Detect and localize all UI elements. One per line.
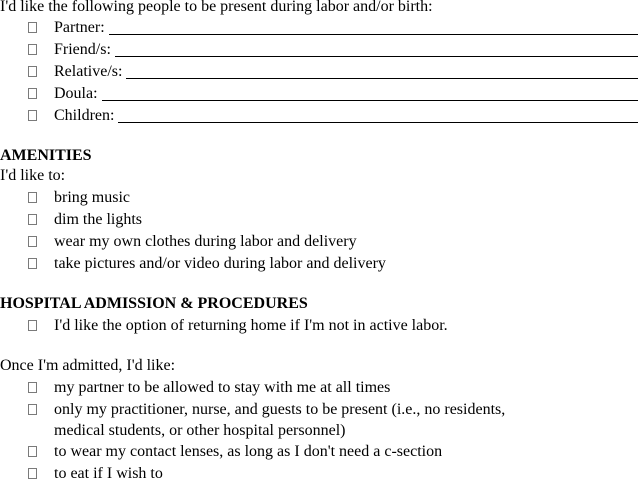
amenities-intro: I'd like to: [0, 167, 66, 184]
partner-stay-label: my partner to be allowed to stay with me at all times [54, 379, 391, 396]
children-checkbox[interactable] [28, 110, 37, 121]
hospital-heading: HOSPITAL ADMISSION & PROCEDURES [0, 295, 308, 312]
relatives-checkbox[interactable] [28, 66, 37, 77]
admitted-item [0, 379, 640, 397]
presence-intro: I'd like the following people to be present during labor and/or birth: [0, 0, 433, 15]
amenity-lights-checkbox[interactable] [28, 214, 37, 225]
eat-checkbox[interactable] [28, 468, 37, 479]
eat-label: to eat if I wish to [54, 465, 163, 482]
person-friends-row [0, 41, 640, 59]
amenity-pictures-label: take pictures and/or video during labor and delivery [54, 255, 386, 272]
return-home-label: I'd like the option of returning home if I'm not in active labor. [54, 317, 448, 334]
admitted-item [0, 401, 640, 441]
partner-checkbox[interactable] [28, 22, 37, 33]
doula-blank-line[interactable] [102, 99, 638, 101]
friends-blank-line[interactable] [115, 55, 638, 57]
admitted-item [0, 465, 640, 483]
children-blank-line[interactable] [118, 121, 638, 123]
limited-personnel-label-line1: only my practitioner, nurse, and guests to be present (i.e., no residents, [54, 401, 506, 418]
friends-checkbox[interactable] [28, 44, 37, 55]
person-partner-row [0, 19, 640, 37]
amenity-item [0, 255, 640, 273]
person-doula-row [0, 85, 640, 103]
hospital-option-row [0, 317, 640, 335]
partner-label: Partner: [54, 19, 105, 36]
contact-lenses-checkbox[interactable] [28, 446, 37, 457]
relatives-blank-line[interactable] [126, 77, 638, 79]
amenity-clothes-label: wear my own clothes during labor and delivery [54, 233, 357, 250]
person-relatives-row [0, 63, 640, 81]
return-home-checkbox[interactable] [28, 320, 37, 331]
doula-label: Doula: [54, 85, 98, 102]
amenity-lights-label: dim the lights [54, 211, 142, 228]
amenity-pictures-checkbox[interactable] [28, 258, 37, 269]
amenity-clothes-checkbox[interactable] [28, 236, 37, 247]
admitted-item [0, 443, 640, 461]
limited-personnel-checkbox[interactable] [28, 404, 37, 415]
admitted-intro: Once I'm admitted, I'd like: [0, 357, 176, 374]
amenities-heading: AMENITIES [0, 147, 92, 164]
limited-personnel-label-line2: medical students, or other hospital personnel) [54, 422, 346, 439]
amenity-item [0, 233, 640, 251]
partner-blank-line[interactable] [109, 33, 638, 35]
relatives-label: Relative/s: [54, 63, 123, 80]
children-label: Children: [54, 107, 115, 124]
amenity-item [0, 211, 640, 229]
friends-label: Friend/s: [54, 41, 111, 58]
amenity-music-checkbox[interactable] [28, 192, 37, 203]
partner-stay-checkbox[interactable] [28, 382, 37, 393]
person-children-row [0, 107, 640, 125]
contact-lenses-label: to wear my contact lenses, as long as I don't need a c-section [54, 443, 443, 460]
doula-checkbox[interactable] [28, 88, 37, 99]
amenity-item [0, 189, 640, 207]
amenity-music-label: bring music [54, 189, 130, 206]
